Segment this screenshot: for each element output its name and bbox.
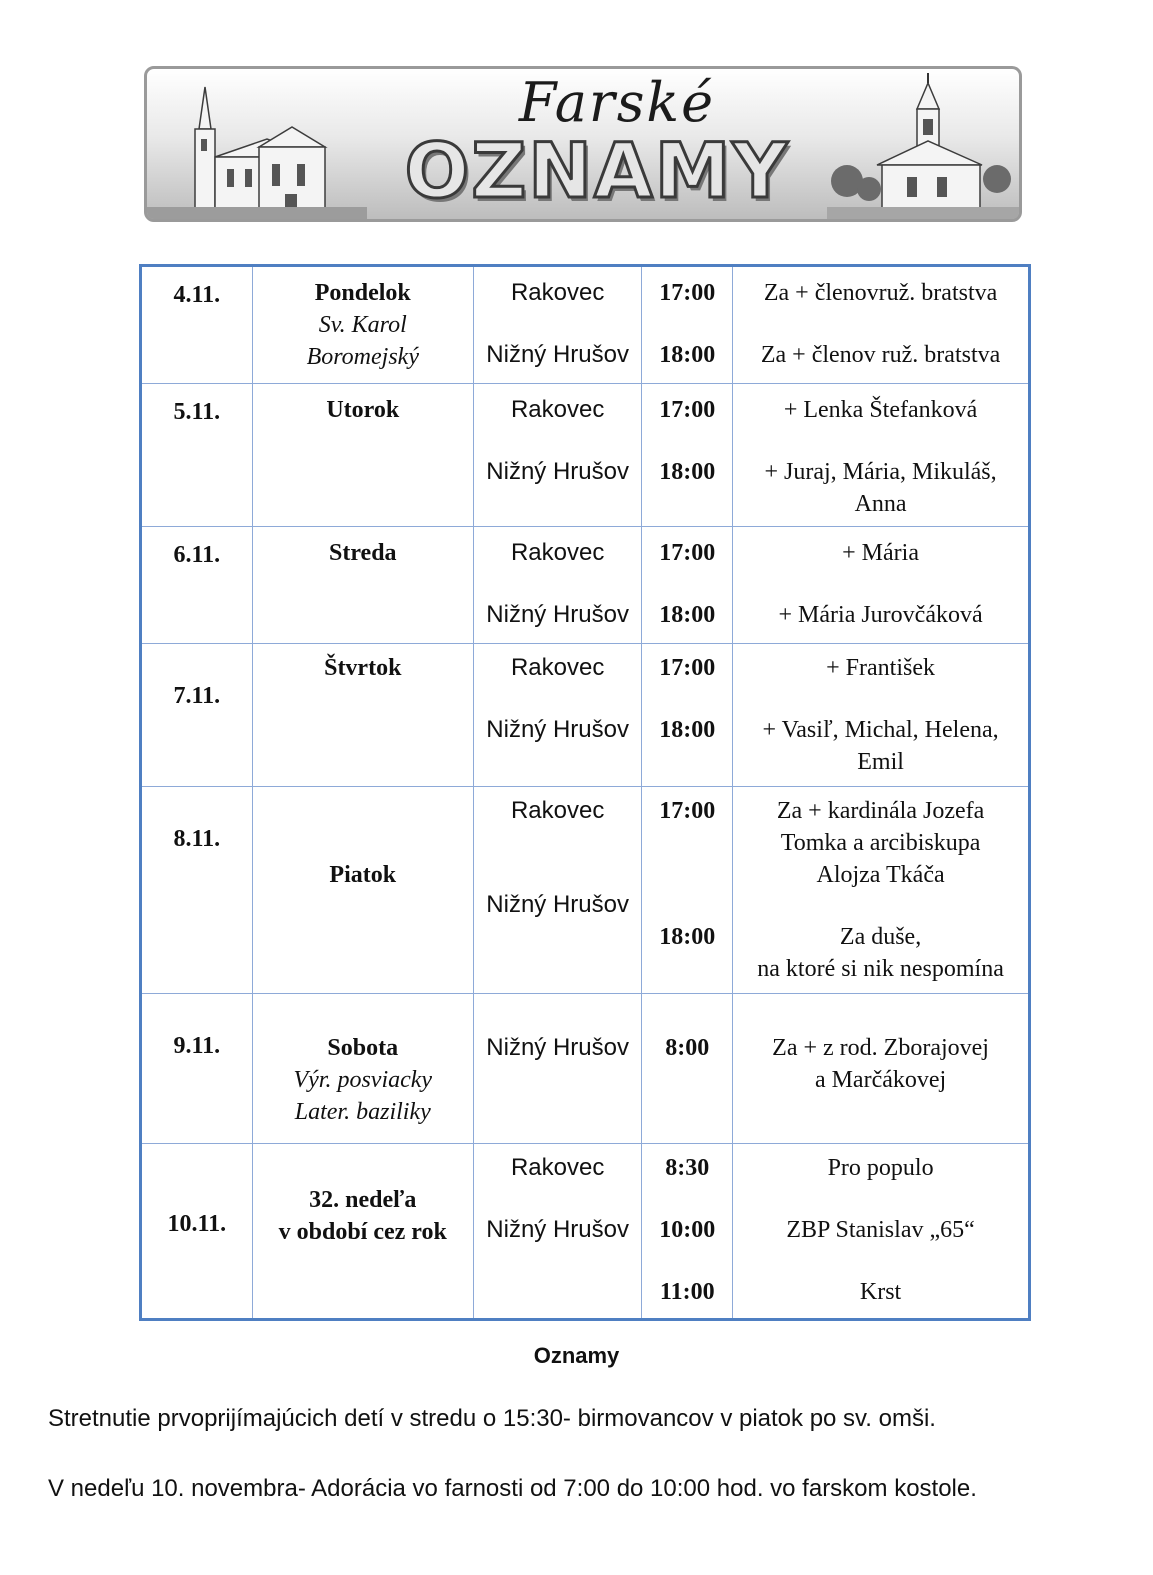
time-cell	[642, 644, 733, 787]
banner-main-title: OZNAMY	[404, 126, 790, 215]
day-cell	[252, 994, 473, 1144]
place-cell	[473, 527, 641, 644]
day-note: Výr. posviacky	[293, 1067, 433, 1093]
intention-cell	[733, 644, 1030, 787]
intention-label: na ktoré si nik nespomína	[757, 956, 1004, 982]
table-row	[141, 787, 1030, 994]
intention-label: a Marčákovej	[814, 1067, 947, 1093]
intention-label: Za + členov ruž. bratstva	[760, 342, 1001, 368]
date-cell	[141, 644, 253, 787]
time-label: 8:30	[665, 1155, 710, 1181]
day-note: Sv. Karol	[318, 312, 407, 338]
time-label: 10:00	[659, 1217, 716, 1243]
place-cell	[473, 266, 641, 384]
table-row	[141, 994, 1030, 1144]
place-label: Nižný Hrušov	[486, 1034, 629, 1061]
header-banner	[144, 66, 1022, 222]
time-label: 17:00	[659, 655, 716, 681]
time-cell	[642, 384, 733, 527]
time-label: 17:00	[659, 540, 716, 566]
place-label: Rakovec	[510, 279, 605, 306]
day-name: Utorok	[326, 397, 400, 423]
place-label: Rakovec	[510, 654, 605, 681]
table-row	[141, 1144, 1030, 1320]
intention-label: + Vasiľ, Michal, Helena,	[762, 717, 999, 743]
place-label: Rakovec	[510, 1154, 605, 1181]
intention-cell	[733, 527, 1030, 644]
place-cell	[473, 644, 641, 787]
banner-script-title: Farské	[518, 71, 716, 134]
date-label: 9.11.	[173, 1033, 221, 1059]
time-cell	[642, 787, 733, 994]
time-cell	[642, 527, 733, 644]
day-name: Sobota	[327, 1035, 399, 1061]
place-label: Nižný Hrušov	[486, 891, 629, 918]
intention-label: Anna	[854, 491, 907, 517]
day-note: Boromejský	[306, 344, 419, 370]
date-label: 7.11.	[173, 683, 221, 709]
time-label: 11:00	[659, 1279, 715, 1305]
day-cell	[252, 527, 473, 644]
announcements-title: Oznamy	[533, 1343, 620, 1368]
date-label: 6.11.	[173, 542, 221, 568]
time-cell	[642, 266, 733, 384]
day-cell	[252, 1144, 473, 1320]
intention-label: ZBP Stanislav „65“	[786, 1217, 975, 1243]
time-label: 18:00	[659, 602, 716, 628]
intention-cell	[733, 787, 1030, 994]
day-cell	[252, 266, 473, 384]
table-row	[141, 384, 1030, 527]
day-note: Later. baziliky	[294, 1099, 431, 1125]
place-cell	[473, 787, 641, 994]
date-cell	[141, 266, 253, 384]
date-label: 4.11.	[173, 282, 221, 308]
intention-label: Alojza Tkáča	[816, 862, 945, 888]
date-label: 10.11.	[167, 1211, 227, 1237]
day-name: Piatok	[329, 862, 397, 888]
place-label: Nižný Hrušov	[486, 716, 629, 743]
time-label: 8:00	[665, 1035, 710, 1061]
time-label: 17:00	[659, 798, 716, 824]
intention-cell	[733, 384, 1030, 527]
date-label: 8.11.	[173, 826, 221, 852]
day-name: v období cez rok	[278, 1219, 447, 1245]
intention-cell	[733, 266, 1030, 384]
place-label: Rakovec	[510, 396, 605, 423]
intention-label: + Mária Jurovčáková	[778, 602, 983, 628]
day-cell	[252, 384, 473, 527]
place-label: Nižný Hrušov	[486, 341, 629, 368]
announcement-item: Stretnutie prvoprijímajúcich detí v stredu o 15:30- birmovancov v piatok po sv. omši.	[48, 1405, 936, 1432]
date-cell	[141, 527, 253, 644]
date-cell	[141, 1144, 253, 1320]
intention-label: Za + z rod. Zborajovej	[772, 1035, 989, 1061]
time-label: 18:00	[659, 459, 716, 485]
time-label: 18:00	[659, 924, 716, 950]
date-cell	[141, 787, 253, 994]
table-row	[141, 644, 1030, 787]
date-label: 5.11.	[173, 399, 221, 425]
intention-label: Emil	[857, 749, 904, 775]
day-name: Pondelok	[314, 280, 411, 306]
place-cell	[473, 1144, 641, 1320]
table-row	[141, 527, 1030, 644]
place-cell	[473, 994, 641, 1144]
intention-label: + Lenka Štefanková	[783, 397, 978, 423]
intention-label: Za duše,	[839, 924, 922, 950]
place-label: Rakovec	[510, 539, 605, 566]
intention-label: Za + členovruž. bratstva	[763, 280, 998, 306]
table-row	[141, 266, 1030, 384]
intention-label: Za + kardinála Jozefa	[776, 798, 985, 824]
intention-label: Krst	[859, 1279, 902, 1305]
day-name: Štvrtok	[324, 655, 402, 681]
time-label: 18:00	[659, 342, 716, 368]
time-label: 17:00	[659, 280, 716, 306]
place-label: Nižný Hrušov	[486, 601, 629, 628]
intention-cell	[733, 994, 1030, 1144]
place-label: Nižný Hrušov	[486, 458, 629, 485]
intention-label: + Mária	[842, 540, 919, 566]
date-cell	[141, 384, 253, 527]
time-label: 18:00	[659, 717, 716, 743]
place-cell	[473, 384, 641, 527]
place-label: Rakovec	[510, 797, 605, 824]
mass-schedule-table	[139, 264, 1031, 1321]
intention-label: + Juraj, Mária, Mikuláš,	[764, 459, 997, 485]
time-cell	[642, 994, 733, 1144]
day-cell	[252, 644, 473, 787]
day-cell	[252, 787, 473, 994]
place-label: Nižný Hrušov	[486, 1216, 629, 1243]
day-name: 32. nedeľa	[309, 1187, 417, 1213]
time-label: 17:00	[659, 397, 716, 423]
intention-cell	[733, 1144, 1030, 1320]
day-name: Streda	[328, 540, 397, 566]
intention-label: Pro populo	[827, 1155, 934, 1181]
intention-label: + František	[826, 655, 935, 681]
intention-label: Tomka a arcibiskupa	[780, 830, 981, 856]
date-cell	[141, 994, 253, 1144]
time-cell	[642, 1144, 733, 1320]
announcement-item: V nedeľu 10. novembra- Adorácia vo farnosti od 7:00 do 10:00 hod. vo farskom kostole.	[48, 1475, 977, 1502]
